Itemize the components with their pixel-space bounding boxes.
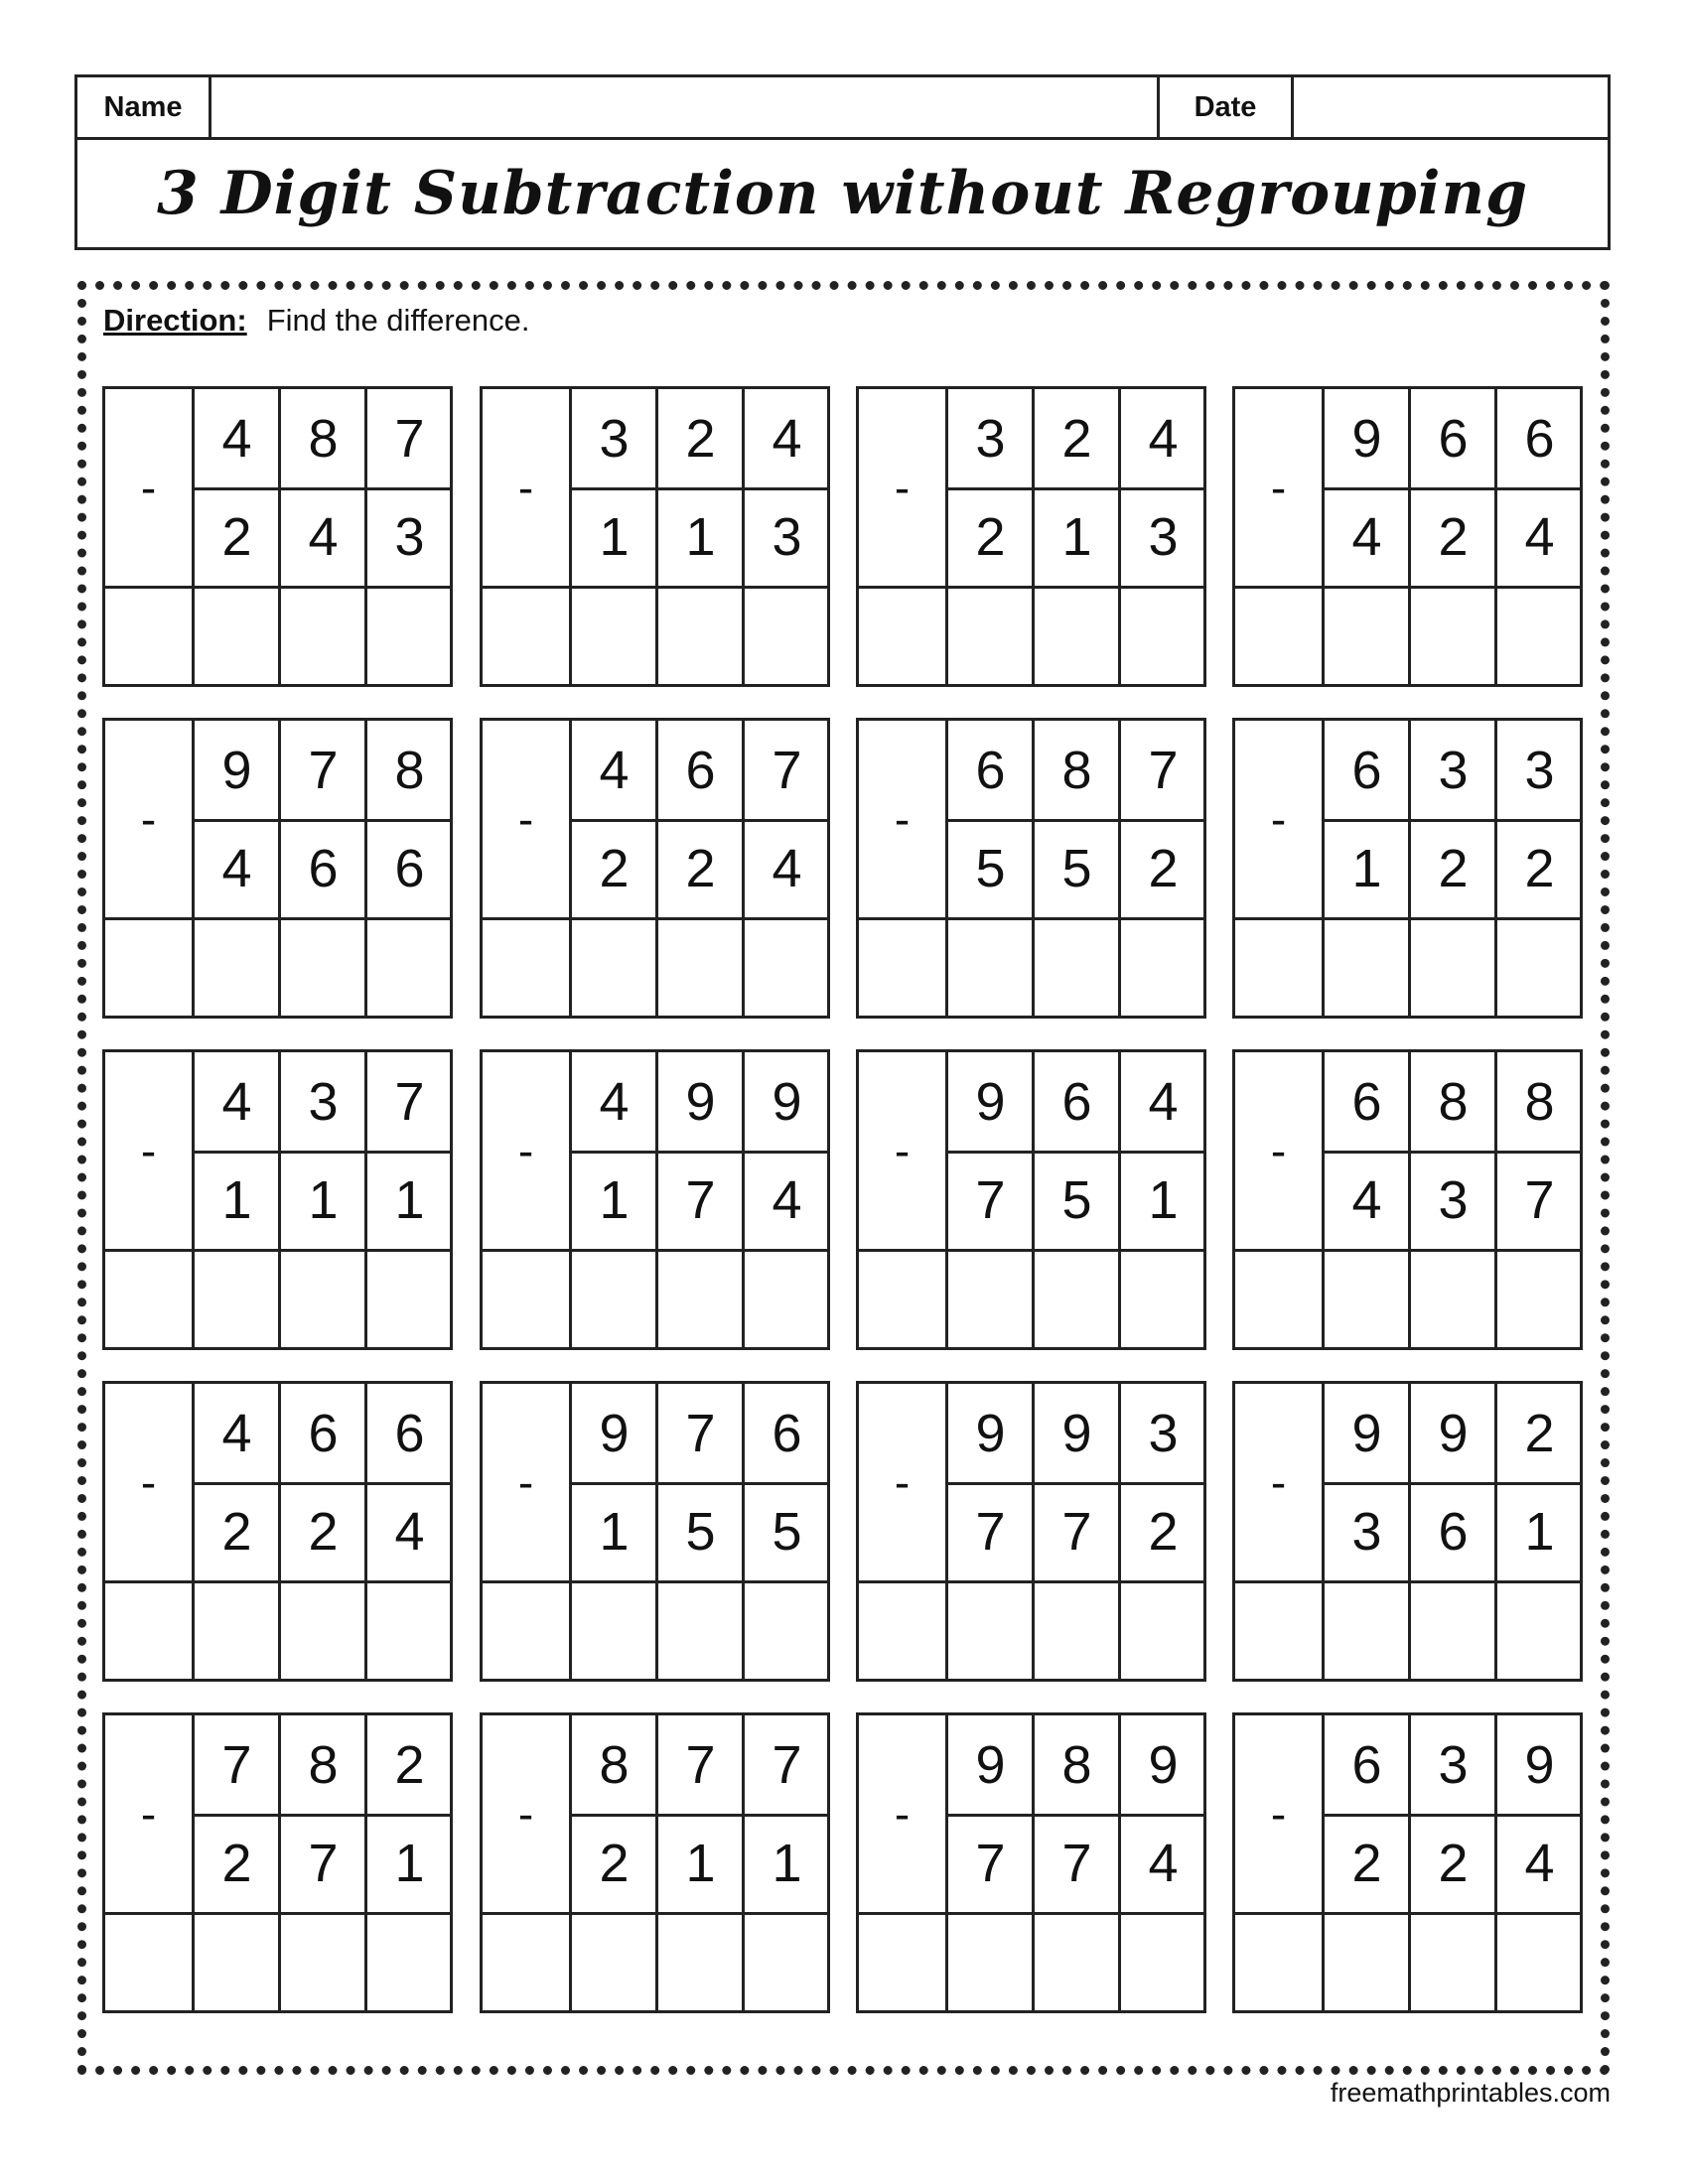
page-title: 3 Digit Subtraction without Regrouping: [156, 159, 1529, 228]
minus-sign: -: [894, 1788, 911, 1840]
top-digit: 6: [1351, 1071, 1382, 1132]
minus-sign: -: [1270, 1125, 1287, 1176]
answer-cell[interactable]: [569, 589, 655, 687]
minus-sign: -: [1270, 1788, 1287, 1840]
bottom-digit: 4: [1148, 1833, 1179, 1893]
bottom-digit: 2: [975, 506, 1006, 567]
bottom-digit: 1: [599, 1501, 630, 1562]
answer-cell[interactable]: [483, 1915, 569, 2013]
bottom-digit: 1: [308, 1169, 339, 1230]
top-digit: 8: [394, 740, 425, 800]
bottom-digit: 4: [308, 506, 339, 567]
bottom-digit: 2: [599, 838, 630, 898]
minus-sign: -: [517, 462, 534, 513]
top-digit: 9: [599, 1403, 630, 1463]
minus-sign: -: [894, 1456, 911, 1508]
bottom-digit: 2: [221, 506, 252, 567]
bottom-digit: 1: [685, 506, 716, 567]
bottom-digit: 5: [685, 1501, 716, 1562]
top-digit: 7: [685, 1734, 716, 1795]
problem-7: [856, 718, 1206, 1019]
answer-cell[interactable]: [859, 920, 945, 1019]
bottom-digit: 5: [772, 1501, 802, 1562]
answer-cell[interactable]: [1322, 1252, 1408, 1350]
top-digit: 3: [1524, 740, 1555, 800]
problem-17: [102, 1712, 453, 2013]
problem-15: [856, 1381, 1206, 1682]
top-digit: 9: [1148, 1734, 1179, 1795]
bottom-digit: 2: [1438, 838, 1469, 898]
problem-18: [480, 1712, 830, 2013]
bottom-digit: 4: [221, 838, 252, 898]
top-digit: 9: [1524, 1734, 1555, 1795]
problem-3: [856, 386, 1206, 687]
direction: [103, 303, 530, 339]
answer-cell[interactable]: [483, 589, 569, 687]
bottom-digit: 2: [1524, 838, 1555, 898]
answer-cell[interactable]: [859, 1915, 945, 2013]
problem-9: [102, 1049, 453, 1350]
footer-site: freemathprintables.com: [1330, 2078, 1611, 2108]
minus-sign: -: [140, 793, 157, 845]
answer-cell[interactable]: [192, 1252, 278, 1350]
answer-cell[interactable]: [278, 1583, 364, 1682]
answer-cell[interactable]: [1494, 1583, 1581, 1682]
problem-1: [102, 386, 453, 687]
problem-20: [1232, 1712, 1583, 2013]
answer-cell[interactable]: [742, 1915, 828, 2013]
answer-cell[interactable]: [1408, 1583, 1494, 1682]
bottom-digit: 1: [1351, 838, 1382, 898]
top-digit: 8: [599, 1734, 630, 1795]
bottom-digit: 6: [1438, 1501, 1469, 1562]
problem-14: [480, 1381, 830, 1682]
bottom-digit: 2: [308, 1501, 339, 1562]
top-digit: 6: [1438, 408, 1469, 469]
top-digit: 7: [1148, 740, 1179, 800]
bottom-digit: 4: [772, 838, 802, 898]
bottom-digit: 7: [1061, 1833, 1092, 1893]
top-digit: 8: [308, 1734, 339, 1795]
answer-cell[interactable]: [569, 1252, 655, 1350]
answer-cell[interactable]: [483, 920, 569, 1019]
problem-8: [1232, 718, 1583, 1019]
worksheet-header: [74, 74, 1611, 250]
top-digit: 4: [599, 740, 630, 800]
answer-cell[interactable]: [192, 589, 278, 687]
answer-cell[interactable]: [364, 1583, 451, 1682]
top-digit: 3: [975, 408, 1006, 469]
minus-sign: -: [894, 462, 911, 513]
minus-sign: -: [517, 1788, 534, 1840]
answer-cell[interactable]: [364, 920, 451, 1019]
bottom-digit: 6: [394, 838, 425, 898]
top-digit: 9: [1351, 408, 1382, 469]
top-digit: 4: [1148, 408, 1179, 469]
answer-cell[interactable]: [655, 920, 742, 1019]
bottom-digit: 2: [599, 1833, 630, 1893]
top-digit: 9: [221, 740, 252, 800]
top-digit: 3: [1438, 740, 1469, 800]
name-label: Name: [77, 77, 211, 137]
answer-cell[interactable]: [105, 1915, 192, 2013]
bottom-digit: 1: [685, 1833, 716, 1893]
top-digit: 7: [772, 740, 802, 800]
bottom-digit: 2: [1148, 1501, 1179, 1562]
bottom-digit: 3: [394, 506, 425, 567]
name-date-row: [77, 77, 1608, 140]
bottom-digit: 1: [394, 1169, 425, 1230]
minus-sign: -: [140, 1788, 157, 1840]
answer-cell[interactable]: [364, 1915, 451, 2013]
top-digit: 7: [685, 1403, 716, 1463]
top-digit: 4: [221, 408, 252, 469]
answer-cell[interactable]: [192, 1915, 278, 2013]
top-digit: 6: [1061, 1071, 1092, 1132]
answer-cell[interactable]: [655, 1252, 742, 1350]
answer-cell[interactable]: [742, 589, 828, 687]
bottom-digit: 1: [772, 1833, 802, 1893]
top-digit: 6: [1351, 740, 1382, 800]
answer-cell[interactable]: [1322, 1583, 1408, 1682]
problem-19: [856, 1712, 1206, 2013]
answer-cell[interactable]: [1118, 1583, 1204, 1682]
minus-sign: -: [517, 793, 534, 845]
answer-cell[interactable]: [1235, 1915, 1322, 2013]
top-digit: 4: [772, 408, 802, 469]
answer-cell[interactable]: [1408, 920, 1494, 1019]
answer-cell[interactable]: [859, 1583, 945, 1682]
top-digit: 4: [1148, 1071, 1179, 1132]
bottom-digit: 7: [1061, 1501, 1092, 1562]
minus-sign: -: [1270, 462, 1287, 513]
top-digit: 7: [394, 1071, 425, 1132]
answer-cell[interactable]: [364, 589, 451, 687]
answer-cell[interactable]: [1235, 589, 1322, 687]
answer-cell[interactable]: [945, 589, 1032, 687]
answer-cell[interactable]: [1032, 589, 1118, 687]
bottom-digit: 4: [1524, 1833, 1555, 1893]
bottom-digit: 7: [975, 1169, 1006, 1230]
answer-cell[interactable]: [1032, 920, 1118, 1019]
bottom-digit: 1: [1148, 1169, 1179, 1230]
date-field[interactable]: [1294, 77, 1608, 137]
answer-cell[interactable]: [859, 589, 945, 687]
top-digit: 3: [599, 408, 630, 469]
top-digit: 9: [975, 1071, 1006, 1132]
answer-cell[interactable]: [1032, 1252, 1118, 1350]
problem-16: [1232, 1381, 1583, 1682]
bottom-digit: 3: [1148, 506, 1179, 567]
bottom-digit: 4: [1351, 506, 1382, 567]
bottom-digit: 2: [221, 1833, 252, 1893]
answer-cell[interactable]: [569, 920, 655, 1019]
minus-sign: -: [517, 1456, 534, 1508]
top-digit: 6: [1351, 1734, 1382, 1795]
top-digit: 2: [685, 408, 716, 469]
top-digit: 7: [772, 1734, 802, 1795]
top-digit: 7: [221, 1734, 252, 1795]
answer-cell[interactable]: [1118, 920, 1204, 1019]
bottom-digit: 3: [772, 506, 802, 567]
answer-cell[interactable]: [1408, 1915, 1494, 2013]
top-digit: 7: [394, 408, 425, 469]
top-digit: 9: [1351, 1403, 1382, 1463]
answer-cell[interactable]: [1494, 1252, 1581, 1350]
bottom-digit: 3: [1351, 1501, 1382, 1562]
top-digit: 4: [221, 1403, 252, 1463]
answer-cell[interactable]: [1322, 920, 1408, 1019]
top-digit: 9: [772, 1071, 802, 1132]
top-digit: 2: [1061, 408, 1092, 469]
minus-sign: -: [140, 1125, 157, 1176]
top-digit: 8: [1061, 1734, 1092, 1795]
answer-cell[interactable]: [278, 589, 364, 687]
answer-cell[interactable]: [742, 1583, 828, 1682]
top-digit: 6: [975, 740, 1006, 800]
bottom-digit: 2: [1148, 838, 1179, 898]
answer-cell[interactable]: [1494, 920, 1581, 1019]
answer-cell[interactable]: [192, 1583, 278, 1682]
top-digit: 6: [394, 1403, 425, 1463]
bottom-digit: 2: [1351, 1833, 1382, 1893]
bottom-digit: 3: [1438, 1169, 1469, 1230]
bottom-digit: 1: [394, 1833, 425, 1893]
bottom-digit: 4: [394, 1501, 425, 1562]
bottom-digit: 5: [975, 838, 1006, 898]
bottom-digit: 2: [1438, 1833, 1469, 1893]
answer-cell[interactable]: [742, 920, 828, 1019]
answer-cell[interactable]: [192, 920, 278, 1019]
answer-cell[interactable]: [1322, 1915, 1408, 2013]
answer-cell[interactable]: [655, 1915, 742, 2013]
top-digit: 4: [599, 1071, 630, 1132]
problem-13: [102, 1381, 453, 1682]
problem-11: [856, 1049, 1206, 1350]
problem-4: [1232, 386, 1583, 687]
problem-6: [480, 718, 830, 1019]
minus-sign: -: [1270, 793, 1287, 845]
answer-cell[interactable]: [1494, 1915, 1581, 2013]
minus-sign: -: [140, 462, 157, 513]
answer-cell[interactable]: [483, 1583, 569, 1682]
top-digit: 6: [1524, 408, 1555, 469]
top-digit: 3: [1148, 1403, 1179, 1463]
bottom-digit: 7: [975, 1501, 1006, 1562]
bottom-digit: 5: [1061, 838, 1092, 898]
top-digit: 6: [685, 740, 716, 800]
bottom-digit: 6: [308, 838, 339, 898]
date-label: Date: [1160, 77, 1294, 137]
top-digit: 9: [1438, 1403, 1469, 1463]
problem-2: [480, 386, 830, 687]
minus-sign: -: [894, 793, 911, 845]
top-digit: 3: [308, 1071, 339, 1132]
bottom-digit: 4: [1351, 1169, 1382, 1230]
bottom-digit: 1: [1524, 1501, 1555, 1562]
bottom-digit: 7: [308, 1833, 339, 1893]
answer-cell[interactable]: [1322, 589, 1408, 687]
answer-cell[interactable]: [278, 920, 364, 1019]
answer-cell[interactable]: [1235, 1252, 1322, 1350]
bottom-digit: 5: [1061, 1169, 1092, 1230]
answer-cell[interactable]: [278, 1252, 364, 1350]
top-digit: 3: [1438, 1734, 1469, 1795]
name-field[interactable]: [211, 77, 1160, 137]
top-digit: 8: [1061, 740, 1092, 800]
answer-cell[interactable]: [483, 1252, 569, 1350]
top-digit: 2: [1524, 1403, 1555, 1463]
answer-cell[interactable]: [569, 1583, 655, 1682]
top-digit: 9: [685, 1071, 716, 1132]
answer-cell[interactable]: [105, 1583, 192, 1682]
top-digit: 2: [394, 1734, 425, 1795]
answer-cell[interactable]: [278, 1915, 364, 2013]
top-digit: 9: [975, 1734, 1006, 1795]
answer-cell[interactable]: [105, 589, 192, 687]
minus-sign: -: [140, 1456, 157, 1508]
answer-cell[interactable]: [1235, 1583, 1322, 1682]
answer-cell[interactable]: [1408, 589, 1494, 687]
direction-label: Direction:: [103, 303, 247, 338]
answer-cell[interactable]: [945, 1915, 1032, 2013]
bottom-digit: 2: [685, 838, 716, 898]
bottom-digit: 7: [685, 1169, 716, 1230]
top-digit: 8: [308, 408, 339, 469]
answer-cell[interactable]: [105, 1252, 192, 1350]
bottom-digit: 2: [1438, 506, 1469, 567]
answer-cell[interactable]: [1118, 1915, 1204, 2013]
answer-cell[interactable]: [859, 1252, 945, 1350]
top-digit: 6: [308, 1403, 339, 1463]
answer-cell[interactable]: [1494, 589, 1581, 687]
answer-cell[interactable]: [1235, 920, 1322, 1019]
answer-cell[interactable]: [569, 1915, 655, 2013]
minus-sign: -: [894, 1125, 911, 1176]
bottom-digit: 1: [221, 1169, 252, 1230]
bottom-digit: 1: [599, 1169, 630, 1230]
bottom-digit: 7: [975, 1833, 1006, 1893]
minus-sign: -: [517, 1125, 534, 1176]
minus-sign: -: [1270, 1456, 1287, 1508]
problem-5: [102, 718, 453, 1019]
top-digit: 7: [308, 740, 339, 800]
bottom-digit: 1: [599, 506, 630, 567]
top-digit: 8: [1524, 1071, 1555, 1132]
answer-cell[interactable]: [1032, 1915, 1118, 2013]
top-digit: 6: [772, 1403, 802, 1463]
bottom-digit: 2: [221, 1501, 252, 1562]
answer-cell[interactable]: [1032, 1583, 1118, 1682]
top-digit: 4: [221, 1071, 252, 1132]
answer-cell[interactable]: [364, 1252, 451, 1350]
answer-cell[interactable]: [105, 920, 192, 1019]
problem-10: [480, 1049, 830, 1350]
direction-text: Find the difference.: [266, 303, 530, 338]
answer-cell[interactable]: [945, 1583, 1032, 1682]
bottom-digit: 7: [1524, 1169, 1555, 1230]
answer-cell[interactable]: [1118, 1252, 1204, 1350]
answer-cell[interactable]: [945, 1252, 1032, 1350]
answer-cell[interactable]: [655, 1583, 742, 1682]
bottom-digit: 1: [1061, 506, 1092, 567]
top-digit: 8: [1438, 1071, 1469, 1132]
answer-cell[interactable]: [1118, 589, 1204, 687]
answer-cell[interactable]: [655, 589, 742, 687]
answer-cell[interactable]: [742, 1252, 828, 1350]
bottom-digit: 4: [1524, 506, 1555, 567]
answer-cell[interactable]: [945, 920, 1032, 1019]
bottom-digit: 4: [772, 1169, 802, 1230]
answer-cell[interactable]: [1408, 1252, 1494, 1350]
problem-12: [1232, 1049, 1583, 1350]
top-digit: 9: [975, 1403, 1006, 1463]
top-digit: 9: [1061, 1403, 1092, 1463]
